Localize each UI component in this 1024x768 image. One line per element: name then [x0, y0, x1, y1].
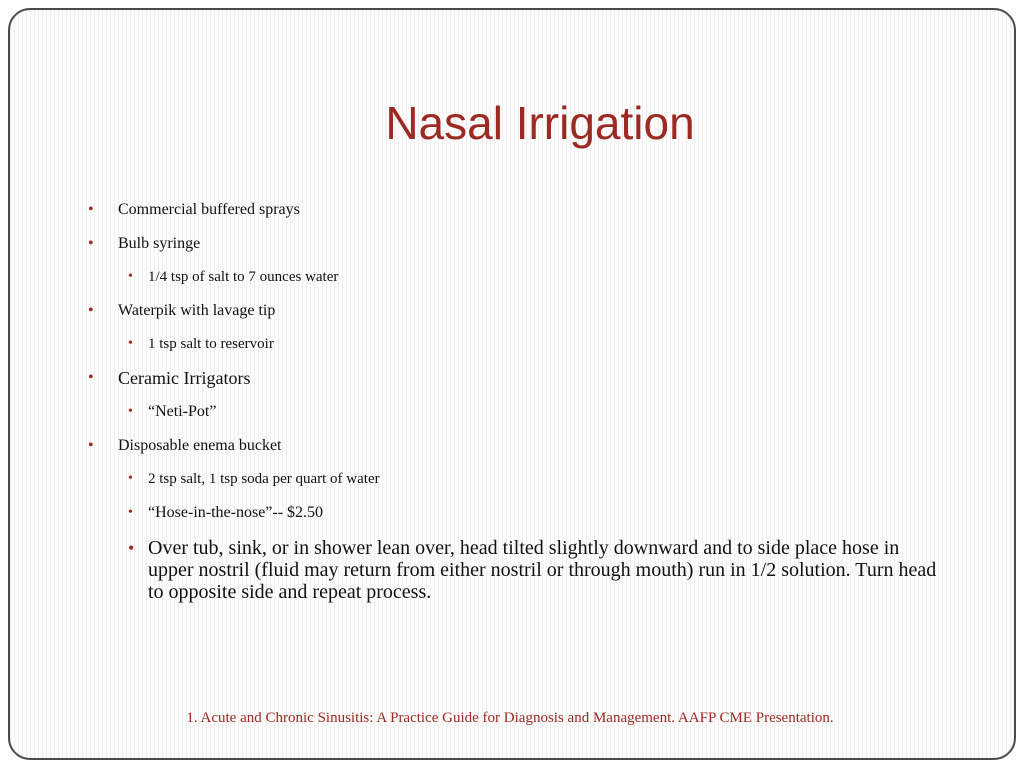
list-item	[88, 301, 948, 321]
list-item	[88, 267, 948, 287]
list-item	[88, 469, 948, 489]
list-item-text: 2 tsp salt, 1 tsp soda per quart of water	[148, 471, 380, 487]
list-item-text: 1 tsp salt to reservoir	[148, 336, 274, 352]
list-item-text: Over tub, sink, or in shower lean over, head tilted slightly downward and to side place hose in upper nostril (fluid may return from either nostril or through mouth) run in 1/2 solution. Turn head to opposite side and repeat process.	[148, 537, 937, 603]
list-item-text: 1/4 tsp of salt to 7 ounces water	[148, 269, 339, 285]
list-item	[88, 436, 948, 456]
list-item	[88, 402, 948, 422]
slide	[8, 8, 1016, 760]
list-item	[88, 234, 948, 254]
bullet-icon: •	[88, 201, 94, 218]
bullet-icon: •	[88, 302, 94, 319]
list-item	[88, 334, 948, 354]
list-item	[88, 200, 948, 220]
list-item-text: Waterpik with lavage tip	[118, 302, 276, 319]
list-item	[88, 368, 948, 388]
bullet-icon: •	[128, 505, 133, 520]
list-item-text: Commercial buffered sprays	[118, 201, 300, 218]
bullet-icon: •	[88, 235, 94, 252]
list-item-text: “Hose-in-the-nose”-- $2.50	[148, 504, 324, 521]
footnote-citation: 1. Acute and Chronic Sinusitis: A Practice Guide for Diagnosis and Management. AAFP CME Presentation.	[186, 710, 834, 726]
list-item-text: “Neti-Pot”	[148, 403, 217, 420]
bullet-icon: •	[128, 404, 133, 419]
list-item-text: Bulb syringe	[118, 235, 201, 252]
list-item	[88, 503, 948, 523]
bullet-icon: •	[128, 269, 133, 284]
list-item-text: Ceramic Irrigators	[118, 368, 251, 388]
bullet-icon: •	[128, 538, 135, 558]
bullet-icon: •	[88, 369, 94, 386]
bullet-list	[88, 200, 948, 603]
list-item	[88, 537, 948, 603]
list-item-text: Disposable enema bucket	[118, 437, 282, 454]
slide-title: Nasal Irrigation	[385, 97, 695, 149]
bullet-icon: •	[128, 336, 133, 351]
bullet-icon: •	[128, 471, 133, 486]
bullet-icon: •	[88, 437, 94, 454]
